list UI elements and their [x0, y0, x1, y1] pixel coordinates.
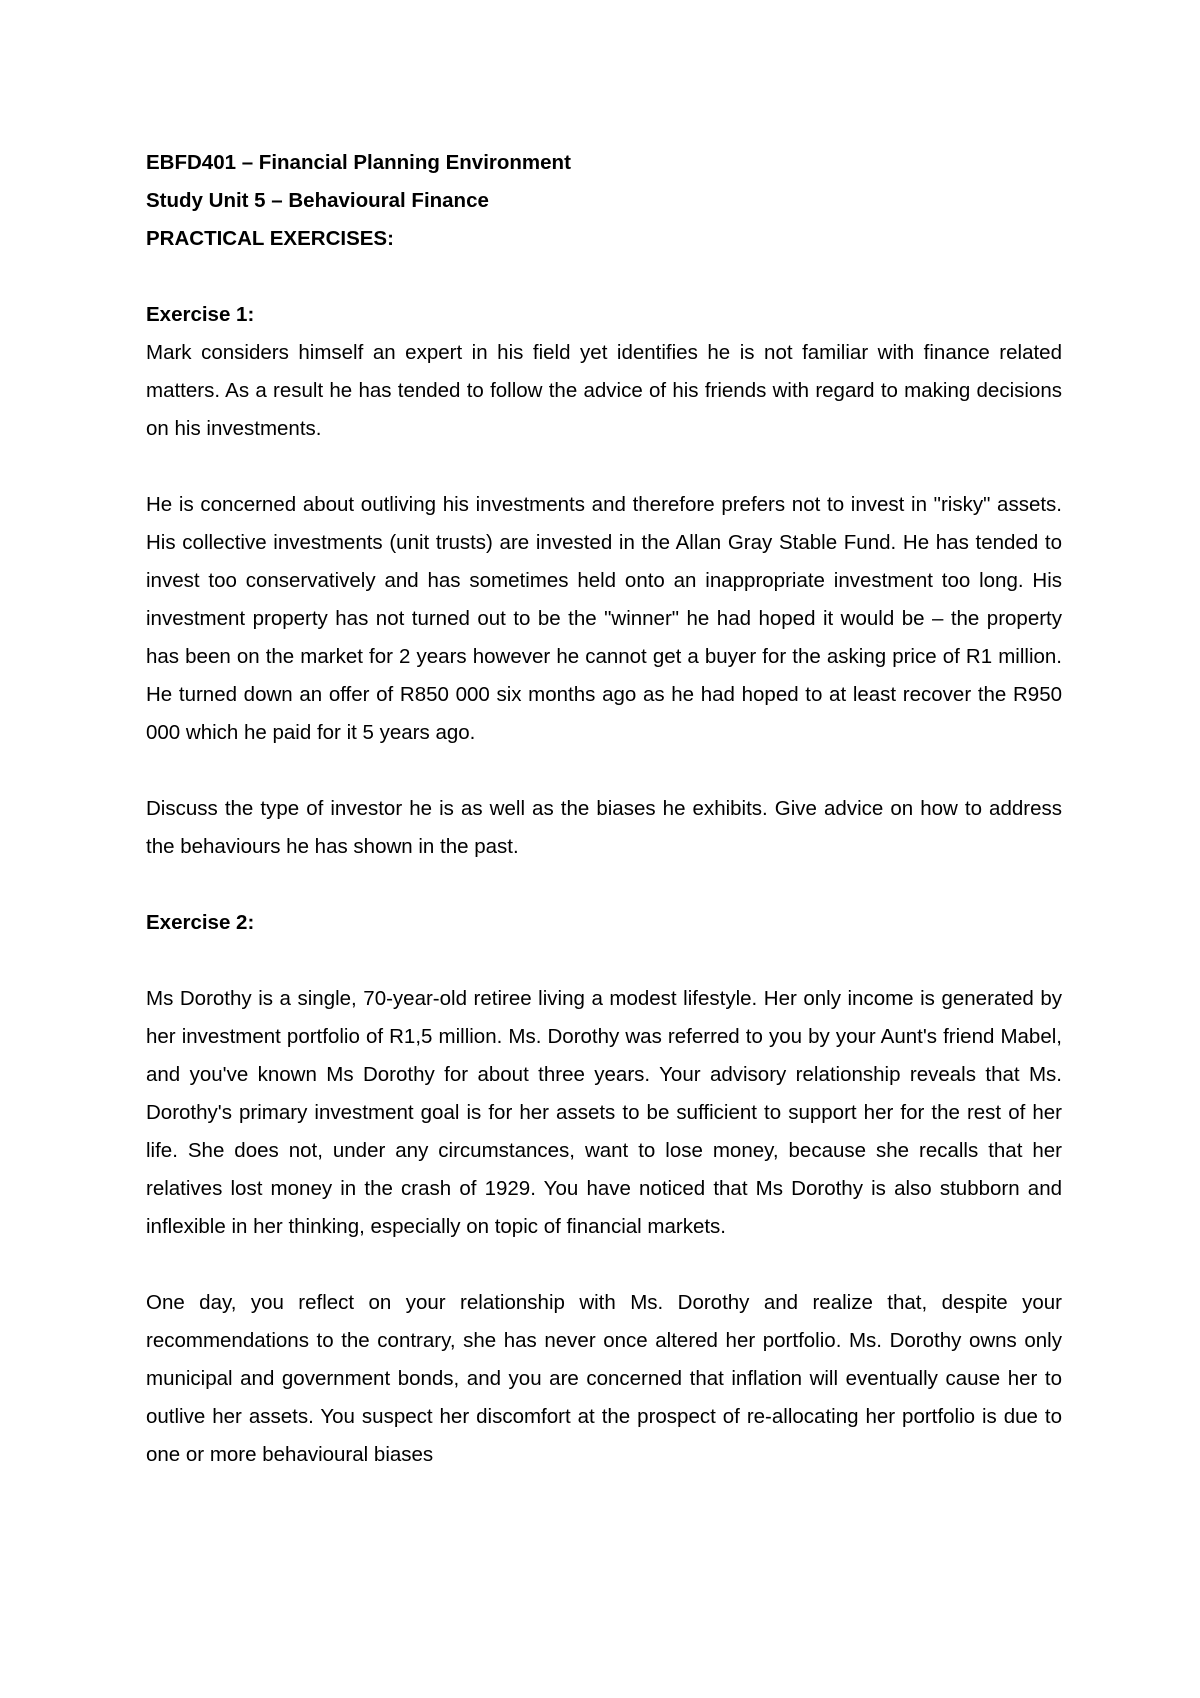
section-title: PRACTICAL EXERCISES:	[146, 227, 394, 250]
spacer	[146, 448, 1062, 486]
spacer	[146, 866, 1062, 904]
spacer	[146, 258, 1062, 296]
exercise-2-heading: Exercise 2:	[146, 911, 255, 934]
study-unit-title: Study Unit 5 – Behavioural Finance	[146, 189, 489, 212]
document-body	[146, 144, 1062, 1474]
spacer	[146, 1246, 1062, 1284]
spacer	[146, 752, 1062, 790]
exercise-2-paragraph-1: Ms Dorothy is a single, 70-year-old retiree living a modest lifestyle. Her only income is generated by her investment portfolio of R1,5 million. Ms. Dorothy was referred to you by your Aunt's friend Mabel, and you've known Ms Dorothy for about three years. Your advisory relationship reveals that Ms. Dorothy's primary investment goal is for her assets to be sufficient to support her for the rest of her life. She does not, under any circumstances, want to lose money, because she recalls that her relatives lost money in the crash of 1929. You have noticed that Ms Dorothy is also stubborn and inflexible in her thinking, especially on topic of financial markets.	[146, 987, 1062, 1238]
exercise-1-paragraph-1: Mark considers himself an expert in his field yet identifies he is not familiar with finance related matters. As a result he has tended to follow the advice of his friends with regard to making decisions on his investments.	[146, 341, 1062, 440]
course-title: EBFD401 – Financial Planning Environment	[146, 151, 571, 174]
exercise-1-heading: Exercise 1:	[146, 303, 255, 326]
exercise-1-paragraph-2: He is concerned about outliving his investments and therefore prefers not to invest in "risky" assets. His collective investments (unit trusts) are invested in the Allan Gray Stable Fund. He has tended to invest too conservatively and has sometimes held onto an inappropriate investment too long. His investment property has not turned out to be the "winner" he had hoped it would be – the property has been on the market for 2 years however he cannot get a buyer for the asking price of R1 million. He turned down an offer of R850 000 six months ago as he had hoped to at least recover the R950 000 which he paid for it 5 years ago.	[146, 493, 1062, 744]
spacer	[146, 942, 1062, 980]
exercise-1-question: Discuss the type of investor he is as well as the biases he exhibits. Give advice on how to address the behaviours he has shown in the past.	[146, 797, 1062, 858]
exercise-2-paragraph-2: One day, you reflect on your relationship with Ms. Dorothy and realize that, despite your recommendations to the contrary, she has never once altered her portfolio. Ms. Dorothy owns only municipal and government bonds, and you are concerned that inflation will eventually cause her to outlive her assets. You suspect her discomfort at the prospect of re-allocating her portfolio is due to one or more behavioural biases	[146, 1291, 1062, 1466]
